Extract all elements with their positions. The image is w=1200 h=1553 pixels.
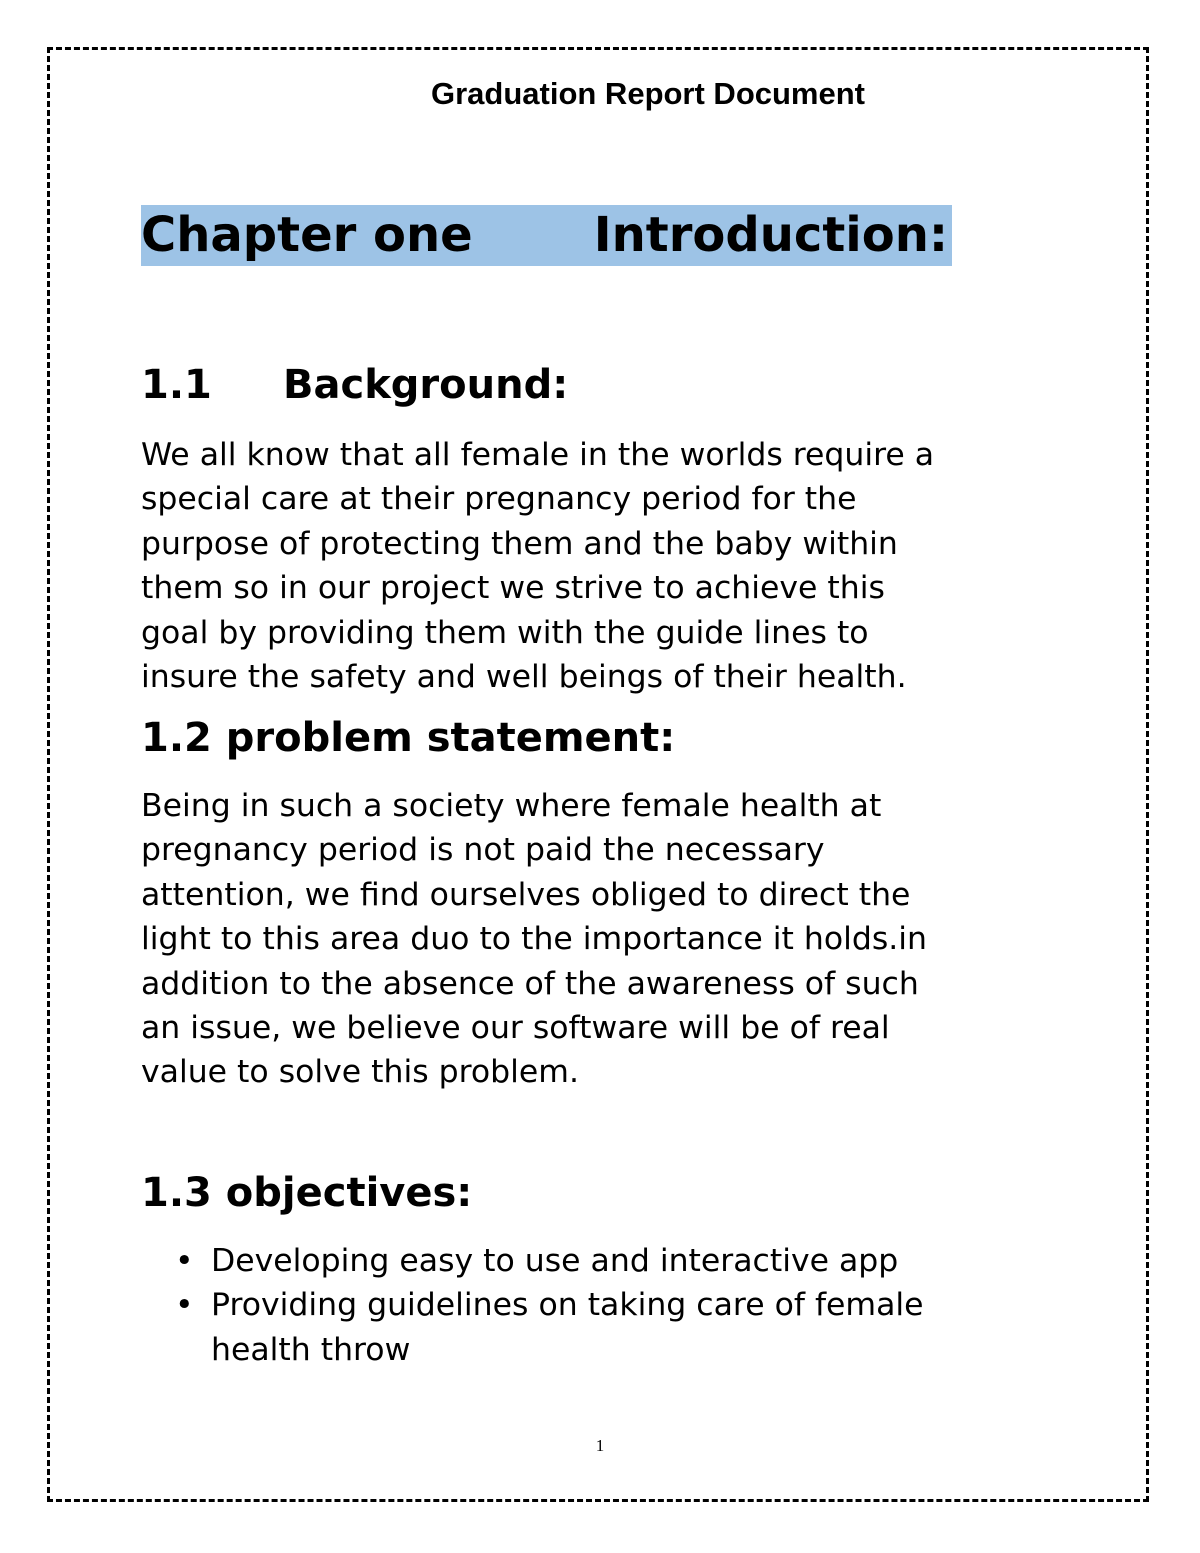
section-number: 1.1 (141, 362, 212, 408)
bullet-icon: • (175, 1287, 194, 1324)
paragraph-line: insure the safety and well beings of their health. (141, 659, 907, 696)
list-item-text: health throw (211, 1331, 411, 1368)
paragraph-line: them so in our project we strive to achieve this (141, 570, 885, 607)
paragraph-line: We all know that all female in the worlds require a (141, 437, 935, 473)
objectives-list (141, 1239, 924, 1372)
paragraph-line: addition to the absence of the awareness of such (141, 965, 919, 1002)
list-item (141, 1283, 924, 1372)
paragraph-line: goal by providing them with the guide lines to (141, 614, 869, 651)
section-title: Background: (283, 362, 569, 408)
bullet-icon: • (175, 1243, 194, 1279)
list-item-text: Providing guidelines on taking care of female (211, 1287, 924, 1324)
page-number: 1 (595, 1436, 605, 1455)
paragraph-line: Being in such a society where female health at (141, 788, 882, 824)
running-header: Graduation Report Document (430, 76, 865, 111)
list-item-text: Developing easy to use and interactive app (211, 1243, 899, 1279)
problem-statement-paragraph (141, 784, 1061, 1095)
paragraph-line: purpose of protecting them and the baby within (141, 525, 898, 562)
chapter-title-text: Introduction: (593, 207, 949, 263)
paragraph-line: special care at their pregnancy period for the (141, 481, 857, 518)
list-item (141, 1239, 924, 1283)
paragraph-line: light to this area duo to the importance it holds.in (141, 921, 928, 958)
chapter-label: Chapter one (141, 207, 473, 263)
paragraph-line: an issue, we believe our software will be of real (141, 1010, 890, 1047)
paragraph-line: value to solve this problem. (141, 1054, 580, 1091)
section-heading-background (141, 362, 568, 408)
paragraph-line: attention, we find ourselves obliged to direct the (141, 876, 911, 913)
section-heading-problem-statement: 1.2 problem statement: (141, 715, 676, 761)
background-paragraph (141, 433, 1061, 699)
chapter-title (141, 205, 952, 266)
section-heading-objectives: 1.3 objectives: (141, 1170, 473, 1216)
paragraph-line: pregnancy period is not paid the necessary (141, 832, 825, 869)
